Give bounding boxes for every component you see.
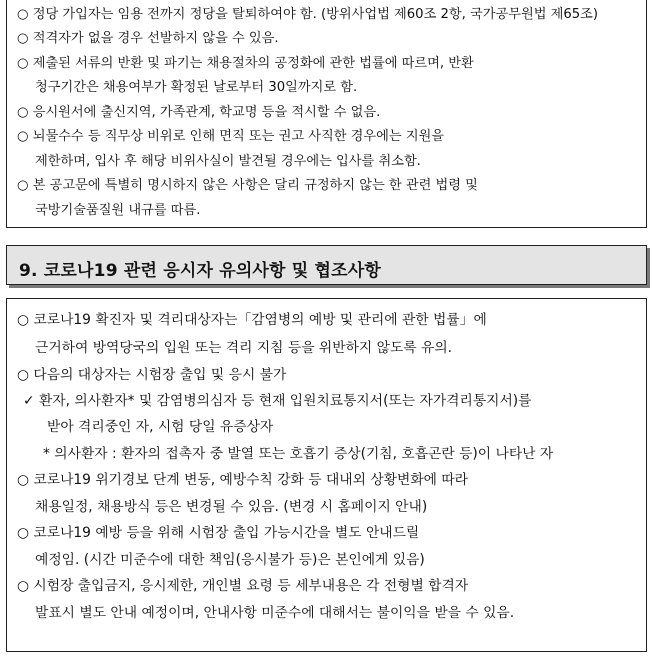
notice-line: * 의사환자 : 환자의 접촉자 중 발열 또는 호흡기 증상(기침, 호흡곤란 등)이 나타난 자 — [43, 446, 554, 462]
notice-line: ○ 뇌물수수 등 직무상 비위로 인해 면직 또는 권고 사직한 경우에는 지원을 — [17, 129, 445, 144]
notice-line: ○ 코로나19 위기경보 단계 변동, 예방수칙 강화 등 대내외 상황변화에 따라 — [17, 472, 469, 488]
notice-line: ✓ 환자, 의사환자* 및 감염병의심자 등 현재 입원치료통지서(또는 자가격리통지서)를 — [23, 393, 532, 409]
notice-line: ○ 정당 가입자는 임용 전까지 정당을 탈퇴하여야 함. (방위사업법 제60조 2항, 국가공무원법 제65조) — [17, 7, 599, 22]
notice-line: 채용일정, 채용방식 등은 변경될 수 있음. (변경 시 홈페이지 안내) — [35, 499, 428, 515]
notice-line: ○ 적격자가 없을 경우 선발하지 않을 수 있음. — [17, 31, 279, 46]
notice-line: ○ 코로나19 확진자 및 격리대상자는「감염병의 예방 및 관리에 관한 법률」에 — [17, 312, 487, 328]
notice-box-general — [6, 0, 647, 228]
notice-line: 국방기술품질원 내규를 따름. — [35, 203, 201, 218]
notice-line: ○ 다음의 대상자는 시험장 출입 및 응시 불가 — [17, 367, 287, 383]
notice-line: 발표시 별도 안내 예정이며, 안내사항 미준수에 대해서는 불이익을 받을 수 있음. — [35, 605, 515, 621]
section-heading-text: 9. 코로나19 관련 응시자 유의사항 및 협조사항 — [19, 261, 382, 281]
notice-line: 예정임. (시간 미준수에 대한 책임(응시불가 등)은 본인에게 있음) — [35, 552, 425, 568]
notice-line: ○ 응시원서에 출신지역, 가족관계, 학교명 등을 적시할 수 없음. — [17, 105, 381, 120]
notice-line: 제한하며, 입사 후 해당 비위사실이 발견될 경우에는 입사를 취소함. — [35, 154, 421, 169]
notice-line: 청구기간은 채용여부가 확정된 날로부터 30일까지로 함. — [35, 80, 358, 95]
section-heading — [6, 245, 647, 285]
notice-line: ○ 제출된 서류의 반환 및 파기는 채용절차의 공정화에 관한 법률에 따르며, 반환 — [17, 56, 474, 71]
notice-line: ○ 본 공고문에 특별히 명시하지 않은 사항은 달리 규정하지 않는 한 관련 법령 및 — [17, 178, 478, 193]
notice-line: ○ 코로나19 예방 등을 위해 시험장 출입 가능시간을 별도 안내드릴 — [17, 525, 420, 541]
notice-line: ○ 시험장 출입금지, 응시제한, 개인별 요령 등 세부내용은 각 전형별 합격자 — [17, 578, 469, 594]
notice-line: 받아 격리중인 자, 시험 당일 유증상자 — [47, 419, 274, 435]
notice-line: 근거하여 방역당국의 입원 또는 격리 지침 등을 위반하지 않도록 유의. — [35, 340, 453, 356]
notice-box-covid — [6, 298, 647, 652]
